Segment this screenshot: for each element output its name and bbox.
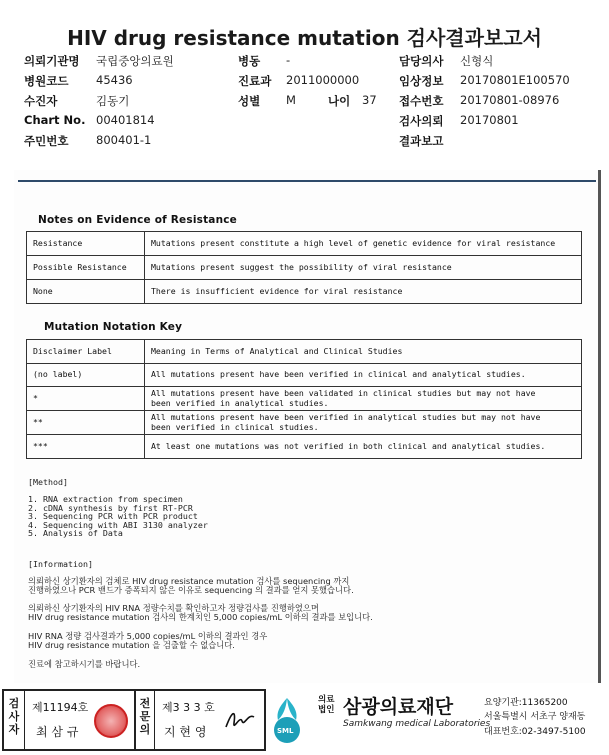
header-label: Chart No. [24, 113, 86, 127]
specialist-label: 전문의 [139, 697, 151, 736]
brand-name: 삼광의료재단 [343, 696, 454, 718]
text-line: 진료에 참고하시기를 바랍니다. [28, 659, 141, 669]
information-paragraph [28, 577, 354, 596]
examiner-label: 검사자 [8, 697, 20, 736]
age-value: 37 [362, 93, 377, 107]
signature-icon [222, 705, 258, 735]
top-rule [18, 180, 596, 182]
method-heading: [Method] [28, 477, 68, 487]
header-row [0, 93, 609, 111]
list-item: 1. RNA extraction from specimen [28, 494, 183, 504]
notation-heading: Mutation Notation Key [44, 321, 183, 333]
table-cell: * [27, 387, 145, 411]
table-row [27, 232, 582, 256]
header-value: M [286, 93, 296, 107]
notation-table [26, 339, 582, 459]
table-cell: At least one mutations was not verified in both clinical and analytical studies. [145, 435, 582, 459]
text-line: 의뢰하신 상기환자의 HIV RNA 정량수치를 확인하고자 정량검사를 진행하였으며 [28, 603, 319, 613]
divider [134, 691, 136, 749]
information-paragraph [28, 660, 140, 669]
phone: 대표번호:02-3497-5100 [484, 727, 586, 737]
table-row [27, 411, 582, 435]
header-value: 20170801-08976 [460, 93, 560, 107]
examiner-number: 제11194호 [32, 701, 89, 714]
header-row [0, 133, 609, 151]
header-value: 800401-1 [96, 133, 152, 147]
header-value: 20170801 [460, 113, 519, 127]
table-cell: ** [27, 411, 145, 435]
report-title: HIV drug resistance mutation 검사결과보고서 [67, 26, 542, 50]
table-row [27, 280, 582, 304]
institution-number: 요양기관:11365200 [484, 698, 568, 708]
table-cell: Disclaimer Label [27, 340, 145, 364]
age-label: 나이 [328, 94, 351, 108]
table-cell: Mutations present suggest the possibility of viral resistance [145, 256, 582, 280]
table-row [27, 387, 582, 411]
patient-header [0, 53, 609, 153]
header-label: 병동 [238, 54, 261, 68]
table-cell: Resistance [27, 232, 145, 256]
table-row [27, 364, 582, 387]
sml-logo-icon [272, 696, 302, 744]
table-cell: All mutations present have been validated in clinical studies but may not have been verified in analytical studies. [145, 387, 582, 411]
header-row [0, 53, 609, 71]
header-label: 검사의뢰 [399, 114, 444, 128]
header-label: 진료과 [238, 74, 272, 88]
list-item: 3. Sequencing PCR with PCR product [28, 511, 198, 522]
header-value: - [286, 53, 291, 67]
list-item: 5. Analysis of Data [28, 528, 123, 539]
list-item: 2. cDNA synthesis by first RT-PCR [28, 502, 193, 513]
header-value: 국립중앙의료원 [96, 54, 174, 68]
header-row [0, 113, 609, 131]
table-cell: Mutations present constitute a high level of genetic evidence for viral resistance [145, 232, 582, 256]
table-cell: *** [27, 435, 145, 459]
table-cell: All mutations present have been verified in analytical studies but may not have been verified in clinical studies. [145, 411, 582, 435]
seal-icon [94, 704, 128, 738]
scanned-report [14, 170, 601, 683]
report-footer [0, 686, 609, 755]
header-row [0, 73, 609, 91]
evidence-heading: Notes on Evidence of Resistance [38, 214, 237, 226]
table-row [27, 340, 582, 364]
text-line: HIV RNA 정량 검사결과가 5,000 copies/mL 이하의 결과인 경우 [28, 631, 268, 641]
text-line: 의뢰하신 상기환자의 검체로 HIV drug resistance mutation 검사를 sequencing 까지 [28, 576, 350, 586]
table-cell: There is insufficient evidence for viral resistance [145, 280, 582, 304]
header-value: 20170801E100570 [460, 73, 570, 87]
header-value: 신형식 [460, 54, 494, 68]
header-value: 2011000000 [286, 73, 360, 87]
header-label: 성별 [238, 94, 261, 108]
brand-name-en: Samkwang medical Laboratories [343, 719, 491, 729]
specialist-number: 제3 3 3 호 [162, 701, 215, 714]
divider [154, 691, 155, 749]
header-label: 접수번호 [399, 94, 444, 108]
information-paragraph [28, 604, 373, 623]
specialist-name: 지 현 영 [164, 725, 207, 739]
examiner-name: 최 삼 규 [36, 725, 79, 739]
header-value: 45436 [96, 73, 133, 87]
table-cell: All mutations present have been verified in clinical and analytical studies. [145, 364, 582, 387]
divider [24, 691, 25, 749]
header-label: 의뢰기관명 [24, 54, 80, 68]
table-row [27, 435, 582, 459]
table-cell: Possible Resistance [27, 256, 145, 280]
table-cell: Meaning in Terms of Analytical and Clinical Studies [145, 340, 582, 364]
table-row [27, 256, 582, 280]
header-label: 결과보고 [399, 134, 444, 148]
header-label: 수진자 [24, 94, 58, 108]
signature-box [2, 689, 266, 751]
evidence-table [26, 231, 582, 304]
header-value: 김동기 [96, 94, 130, 108]
text-line: HIV drug resistance mutation 검사의 한계치인 5,000 copies/mL 이하의 결과를 보입니다. [28, 612, 373, 623]
header-label: 주민번호 [24, 134, 69, 148]
method-list [28, 495, 208, 538]
list-item: 4. Sequencing with ABI 3130 analyzer [28, 519, 208, 530]
header-label: 병원코드 [24, 74, 69, 88]
table-cell: (no label) [27, 364, 145, 387]
header-label: 담당의사 [399, 54, 444, 68]
table-cell: None [27, 280, 145, 304]
text-line: 진행하였으나 PCR 밴드가 증폭되지 않은 이유로 sequencing 의 결과를 얻지 못했습니다. [28, 585, 354, 596]
text-line: HIV drug resistance mutation 을 검출할 수 없습니다. [28, 640, 235, 651]
logo-text: SML [277, 727, 294, 735]
corp-label: 의료법인 [318, 695, 335, 715]
header-label: 임상정보 [399, 74, 444, 88]
information-heading: [Information] [28, 559, 93, 569]
address: 서울특별시 서초구 양재동 [484, 712, 586, 722]
information-paragraph [28, 632, 267, 651]
header-value: 00401814 [96, 113, 155, 127]
